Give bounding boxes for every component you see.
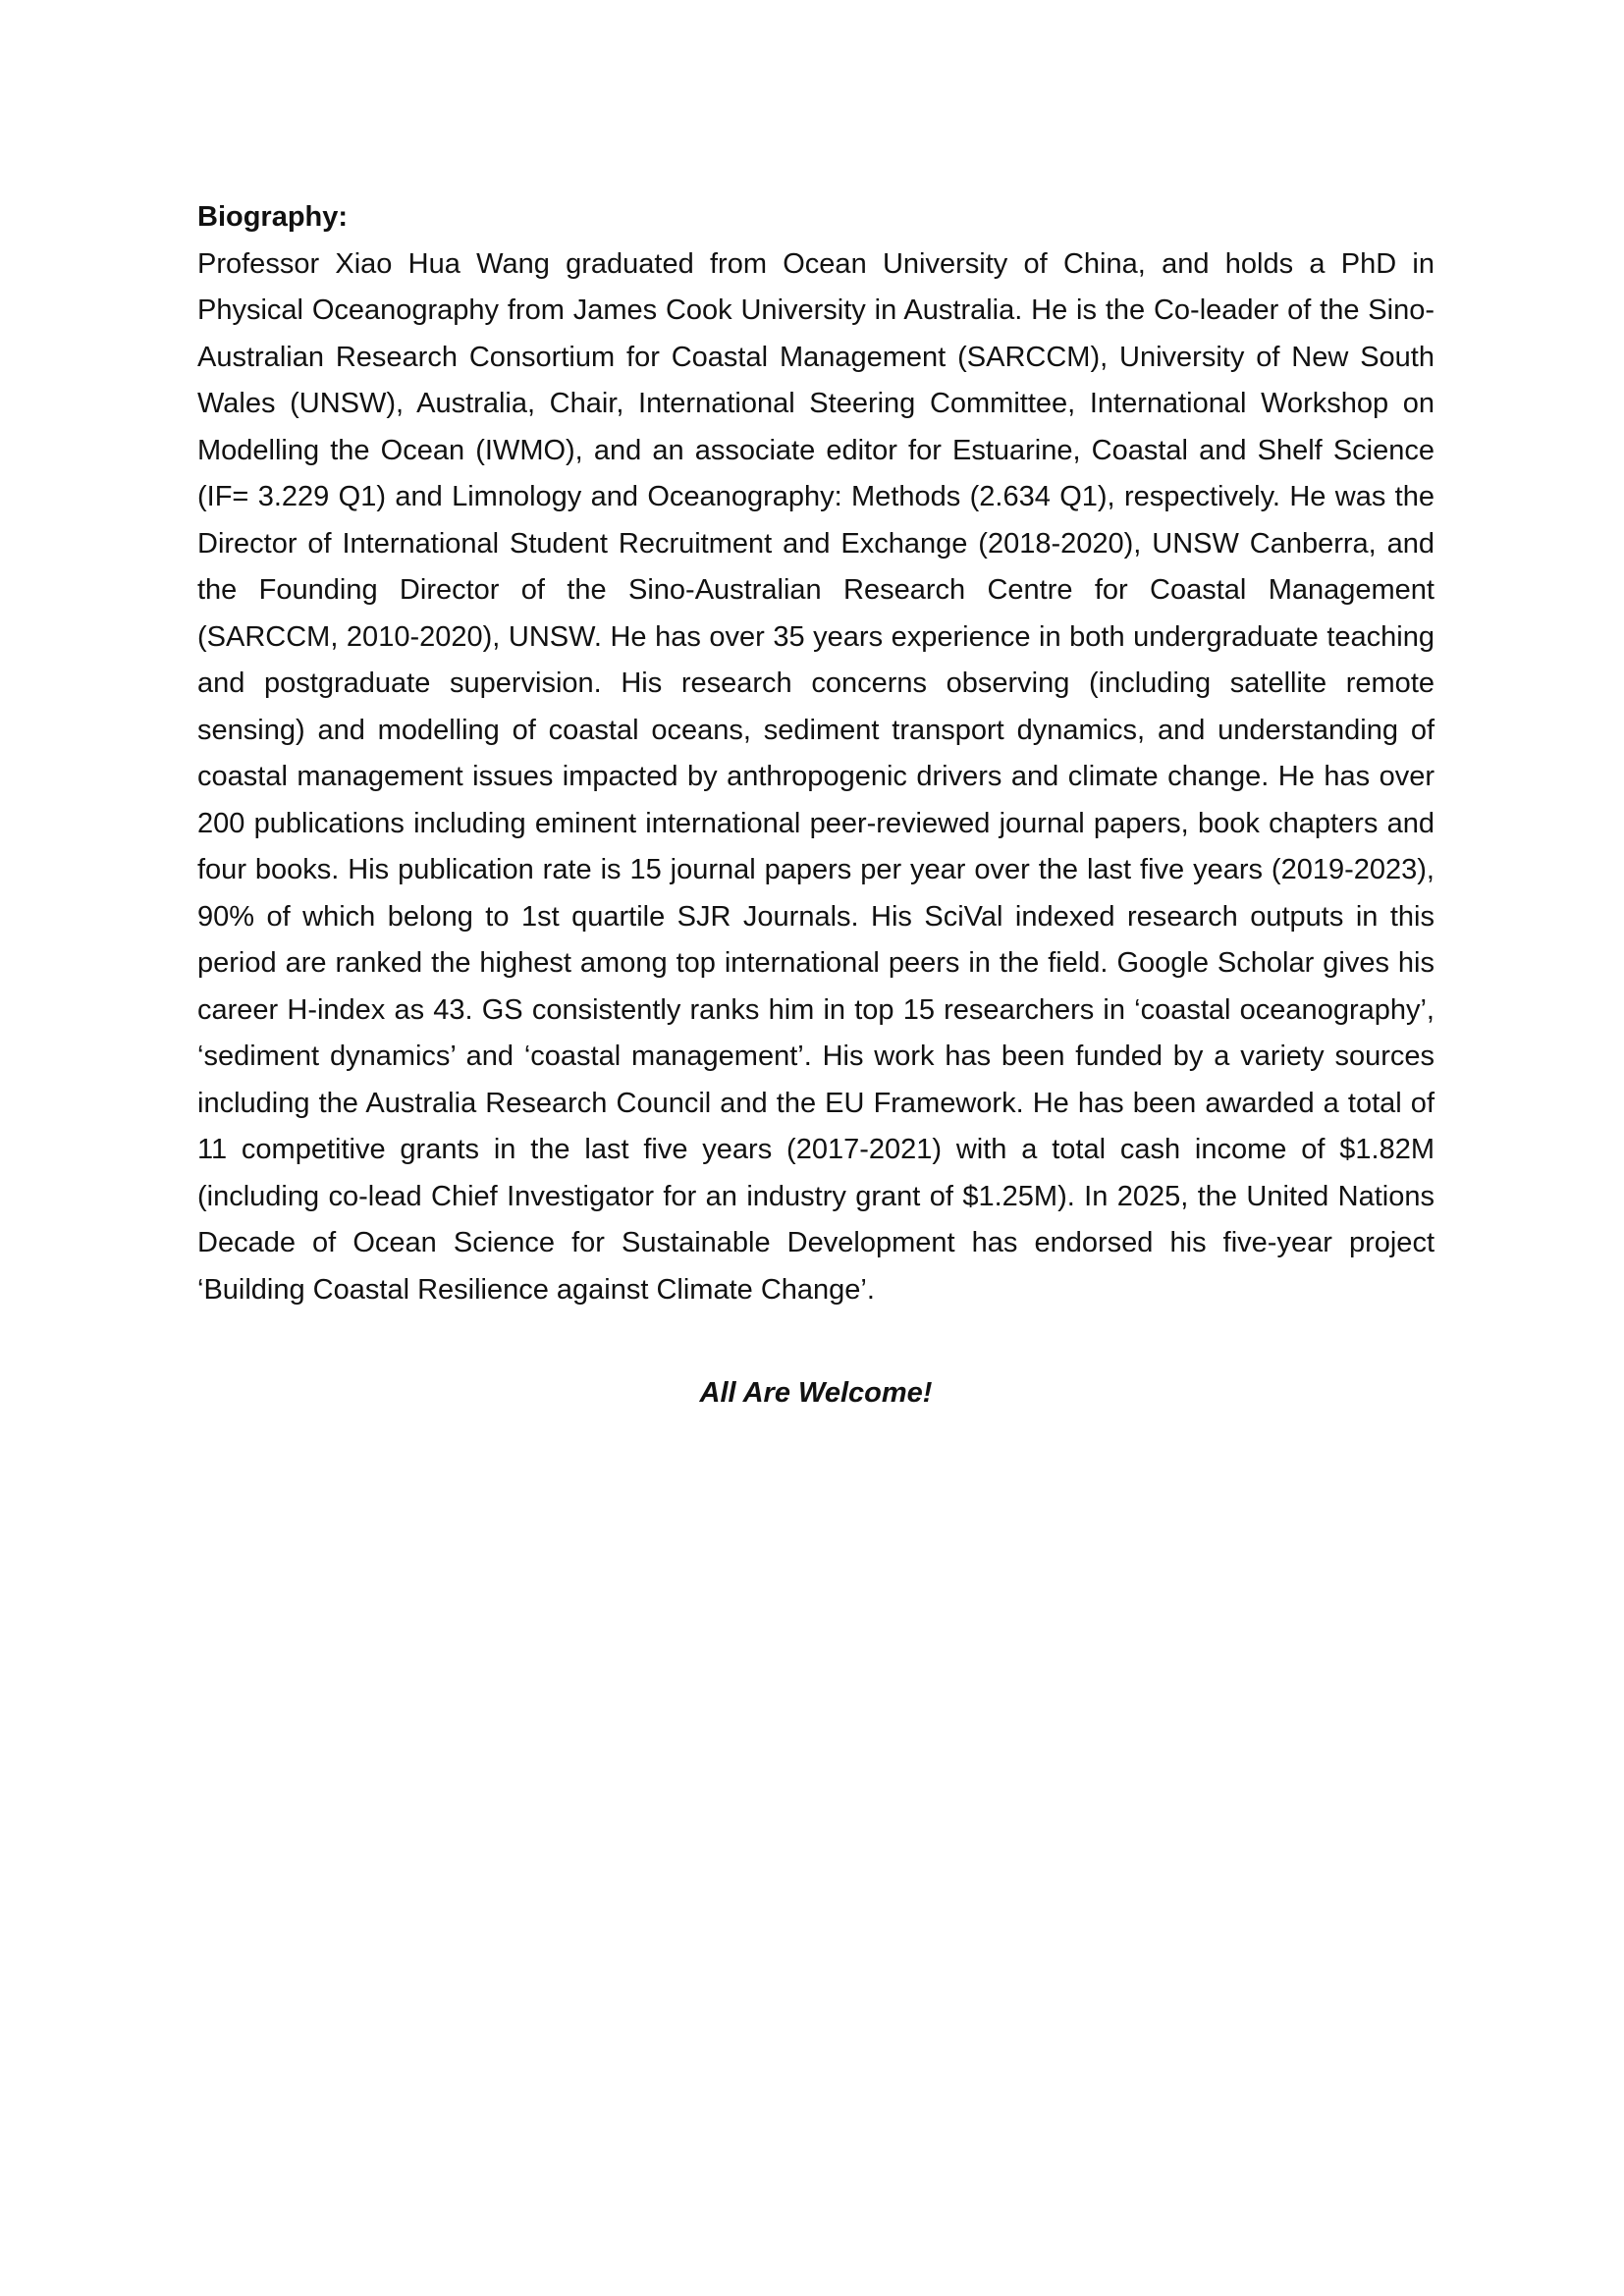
- biography-section: [197, 194, 1435, 1417]
- closing-message: All Are Welcome!: [699, 1377, 933, 1409]
- biography-text: Professor Xiao Hua Wang graduated from Ocean University of China, and holds a PhD in Physical Oceanography from James Cook University in Australia. He is the Co-leader of the Sino-Australian Research Consortium for Coastal Management (SARCCM), University of New South Wales (UNSW), Australia, Chair, International Steering Committee, International Workshop on Modelling the Ocean (IWMO), and an associate editor for Estuarine, Coastal and Shelf Science (IF= 3.229 Q1) and Limnology and Oceanography: Methods (2.634 Q1), respectively. He was the Director of International Student Recruitment and Exchange (2018-2020), UNSW Canberra, and the Founding Director of the Sino-Australian Research Centre for Coastal Management (SARCCM, 2010-2020), UNSW. He has over 35 years experience in both undergraduate teaching and postgraduate supervision. His research concerns observing (including satellite remote sensing) and modelling of coastal oceans, sediment transport dynamics, and understanding of coastal management issues impacted by anthropogenic drivers and climate change. He has over 200 publications including eminent international peer-reviewed journal papers, book chapters and four books. His publication rate is 15 journal papers per year over the last five years (2019-2023), 90% of which belong to 1st quartile SJR Journals. His SciVal indexed research outputs in this period are ranked the highest among top international peers in the field. Google Scholar gives his career H-index as 43. GS consistently ranks him in top 15 researchers in ‘coastal oceanography’, ‘sediment dynamics’ and ‘coastal management’. His work has been funded by a variety sources including the Australia Research Council and the EU Framework. He has been awarded a total of 11 competitive grants in the last five years (2017-2021) with a total cash income of $1.82M (including co-lead Chief Investigator for an industry grant of $1.25M). In 2025, the United Nations Decade of Ocean Science for Sustainable Development has endorsed his five-year project ‘Building Coastal Resilience against Climate Change’.: [197, 247, 1435, 1306]
- biography-heading: Biography:: [197, 201, 349, 233]
